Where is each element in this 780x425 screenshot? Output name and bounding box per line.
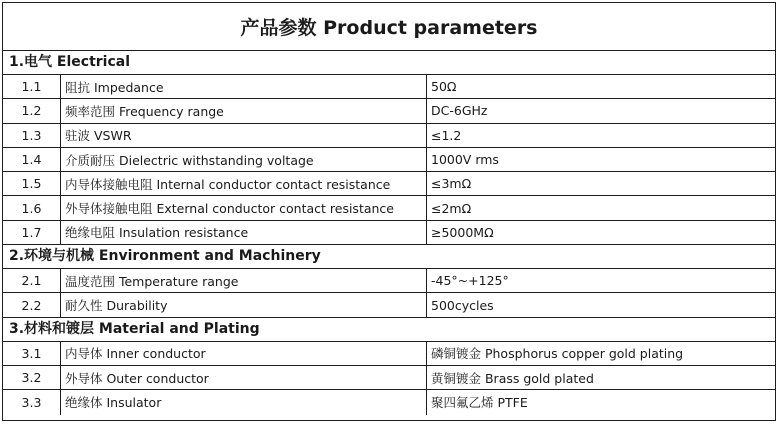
row-index: 1.1: [3, 75, 61, 98]
section-heading: 3.材料和镀层 Material and Plating: [3, 318, 775, 342]
parameter-value: ≥5000MΩ: [431, 224, 494, 240]
parameter-name: 温度范围 Temperature range: [61, 269, 427, 292]
table-row: [3, 269, 775, 293]
table-body: [3, 51, 775, 415]
section-heading: 2.环境与机械 Environment and Machinery: [3, 245, 775, 269]
parameter-value: ≤2mΩ: [431, 200, 472, 216]
table-row: [3, 196, 775, 220]
parameter-value: 1000V rms: [431, 152, 499, 168]
row-index: 3.2: [3, 366, 61, 389]
parameter-value: ≤3mΩ: [431, 176, 472, 192]
parameter-name: 介质耐压 Dielectric withstanding voltage: [61, 148, 427, 171]
parameter-value: -45°~+125°: [431, 273, 509, 289]
row-index: 2.2: [3, 293, 61, 316]
table-row: [3, 124, 775, 148]
parameter-name: 外导体接触电阻 External conductor contact resistance: [61, 196, 427, 219]
row-index: 1.3: [3, 124, 61, 147]
table-row: [3, 390, 775, 414]
row-index: 1.5: [3, 172, 61, 195]
parameter-name: 绝缘电阻 Insulation resistance: [61, 221, 427, 244]
parameter-name: 外导体 Outer conductor: [61, 366, 427, 389]
row-index: 2.1: [3, 269, 61, 292]
parameter-name: 频率范围 Frequency range: [61, 99, 427, 122]
table-row: [3, 148, 775, 172]
row-index: 1.7: [3, 221, 61, 244]
row-index: 1.4: [3, 148, 61, 171]
product-parameters-table: [2, 2, 776, 421]
section-heading: 1.电气 Electrical: [3, 51, 775, 75]
parameter-value: 50Ω: [431, 79, 457, 95]
table-row: [3, 293, 775, 317]
row-index: 1.6: [3, 196, 61, 219]
parameter-name: 耐久性 Durability: [61, 293, 427, 316]
row-index: 3.1: [3, 342, 61, 365]
parameter-name: 绝缘体 Insulator: [61, 390, 427, 414]
parameter-value: 500cycles: [431, 297, 494, 313]
table-row: [3, 221, 775, 245]
parameter-value: DC-6GHz: [431, 103, 488, 119]
parameter-name: 内导体接触电阻 Internal conductor contact resistance: [61, 172, 427, 195]
table-row: [3, 366, 775, 390]
parameter-value: 黄铜镀金 Brass gold plated: [431, 370, 594, 386]
parameter-value: ≤1.2: [431, 127, 462, 143]
table-row: [3, 342, 775, 366]
table-row: [3, 172, 775, 196]
table-row: [3, 75, 775, 99]
parameter-name: 阻抗 Impedance: [61, 75, 427, 98]
table-title: 产品参数 Product parameters: [3, 3, 775, 51]
table-row: [3, 99, 775, 123]
parameter-name: 驻波 VSWR: [61, 124, 427, 147]
row-index: 3.3: [3, 390, 61, 414]
parameter-value: 磷铜镀金 Phosphorus copper gold plating: [431, 346, 684, 362]
parameter-name: 内导体 Inner conductor: [61, 342, 427, 365]
row-index: 1.2: [3, 99, 61, 122]
parameter-value: 聚四氟乙烯 PTFE: [431, 395, 528, 411]
